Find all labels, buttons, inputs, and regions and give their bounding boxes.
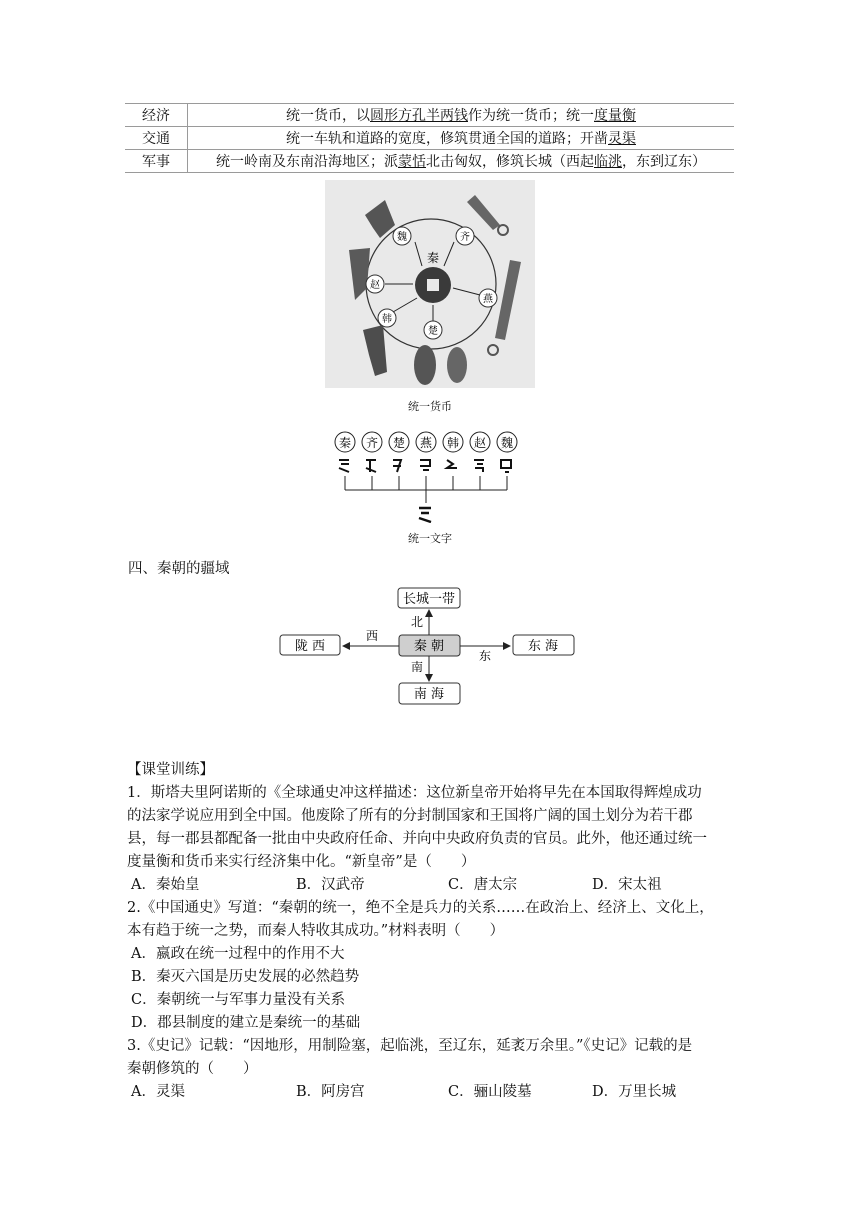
question-line: 的法家学说应用到全中国。他废除了所有的分封制国家和王国将广阔的国土划分为若干郡 — [127, 808, 693, 824]
option-b[interactable]: B．汉武帝 — [296, 877, 365, 893]
content-cell — [188, 127, 735, 150]
underlined-term: 灵渠 — [608, 131, 636, 147]
option-c[interactable]: C．秦朝统一与军事力量没有关系 — [131, 992, 346, 1008]
svg-text:魏: 魏 — [397, 232, 407, 243]
text-segment: ，东到辽东） — [622, 154, 706, 170]
svg-text:魏: 魏 — [500, 436, 514, 450]
west-label: 陇 西 — [294, 639, 326, 654]
question-line: 3.《史记》记载：“因地形，用制险塞，起临洮，至辽东，延袤万余里。”《史记》记载的是 — [127, 1038, 693, 1054]
question-line: 县，每一郡县都配备一批由中央政府任命、并向中央政府负责的官员。此外，他还通过统一 — [127, 831, 707, 847]
unified-script-glyph — [419, 508, 431, 522]
text-segment: 统一货币，以 — [286, 108, 370, 124]
state-badge — [389, 432, 409, 452]
underlined-term: 蒙恬 — [398, 154, 426, 170]
ant-nose-coin-icon — [414, 345, 436, 385]
question-line: 本有趋于统一之势，而秦人特收其成功。”材料表明（ ） — [127, 923, 505, 939]
question-line: 秦朝修筑的（ ） — [127, 1061, 258, 1077]
east-dir-label: 东 — [478, 649, 492, 663]
option-a[interactable]: A．秦始皇 — [131, 877, 200, 893]
option-d[interactable]: D．郡县制度的建立是秦统一的基础 — [131, 1015, 361, 1031]
north-dir-label: 北 — [410, 615, 424, 629]
underlined-term: 度量衡 — [594, 108, 636, 124]
option-c[interactable]: C．唐太宗 — [448, 877, 518, 893]
south-label: 南 海 — [413, 687, 445, 702]
state-badge — [416, 432, 436, 452]
content-cell — [188, 104, 735, 127]
center-label: 秦 朝 — [413, 639, 445, 654]
underlined-term: 圆形方孔半两钱 — [370, 108, 468, 124]
territory-heading: 四、秦朝的疆域 — [128, 561, 230, 577]
text-segment: 统一岭南及东南沿海地区；派 — [216, 154, 398, 170]
question-line: 度量衡和货币来实行经济集中化。“新皇帝”是（ ） — [127, 854, 476, 870]
option-b[interactable]: B．阿房宫 — [296, 1084, 365, 1100]
state-badge — [456, 227, 474, 245]
option-a[interactable]: A．灵渠 — [131, 1084, 185, 1100]
text-segment: 作为统一货币；统一 — [468, 108, 594, 124]
currency-figure — [325, 180, 535, 388]
category-cell: 经济 — [125, 104, 188, 127]
question-line: 2.《中国通史》写道：“秦朝的统一，绝不全是兵力的关系……在政治上、经济上、文化上， — [127, 900, 714, 916]
svg-text:燕: 燕 — [419, 436, 433, 450]
option-d[interactable]: D．宋太祖 — [592, 877, 662, 893]
svg-text:楚: 楚 — [392, 436, 406, 450]
table-row — [125, 150, 734, 173]
text-segment: 统一车轨和道路的宽度，修筑贯通全国的道路；开凿 — [286, 131, 608, 147]
currency-caption: 统一货币 — [408, 400, 452, 413]
east-label: 东 海 — [527, 639, 559, 654]
policy-table — [125, 103, 734, 173]
category-cell: 军事 — [125, 150, 188, 173]
option-d[interactable]: D．万里长城 — [592, 1084, 677, 1100]
option-b[interactable]: B．秦灭六国是历史发展的必然趋势 — [131, 969, 360, 985]
state-badge — [497, 432, 517, 452]
svg-text:燕: 燕 — [483, 294, 493, 305]
territory-diagram — [275, 585, 580, 710]
state-badge — [393, 227, 411, 245]
svg-text:齐: 齐 — [460, 232, 470, 243]
svg-text:韩: 韩 — [446, 436, 460, 450]
option-c[interactable]: C．骊山陵墓 — [448, 1084, 532, 1100]
west-dir-label: 西 — [365, 629, 379, 643]
table-row — [125, 104, 734, 127]
option-a[interactable]: A．嬴政在统一过程中的作用不大 — [131, 946, 345, 962]
svg-text:秦: 秦 — [338, 436, 352, 450]
ancient-script-glyphs — [339, 460, 511, 472]
table-row — [125, 127, 734, 150]
state-badge — [470, 432, 490, 452]
text-segment: 北击匈奴，修筑长城（西起 — [426, 154, 594, 170]
underlined-term: 临洮 — [594, 154, 622, 170]
script-caption: 统一文字 — [408, 532, 452, 545]
bracket-lines — [345, 476, 507, 503]
square-hole-icon — [427, 279, 439, 291]
svg-text:齐: 齐 — [365, 436, 379, 450]
svg-text:楚: 楚 — [428, 326, 438, 337]
svg-text:赵: 赵 — [473, 436, 487, 450]
script-figure — [325, 428, 535, 523]
south-dir-label: 南 — [410, 660, 424, 674]
svg-text:赵: 赵 — [370, 280, 380, 291]
category-cell: 交通 — [125, 127, 188, 150]
state-badge — [362, 432, 382, 452]
state-badge — [443, 432, 463, 452]
state-badge — [378, 309, 396, 327]
state-badge — [335, 432, 355, 452]
svg-text:韩: 韩 — [382, 314, 392, 325]
center-label: 秦 — [426, 251, 440, 265]
state-badge — [366, 275, 384, 293]
content-cell — [188, 150, 735, 173]
north-label: 长城一带 — [402, 592, 456, 607]
question-line: 1．斯塔夫里阿诺斯的《全球通史冲这样描述：这位新皇帝开始将早先在本国取得辉煌成功 — [127, 785, 702, 801]
ant-nose-coin-icon — [447, 347, 467, 383]
state-badge — [479, 289, 497, 307]
exercise-heading: 【课堂训练】 — [127, 762, 214, 778]
state-badge — [424, 321, 442, 339]
